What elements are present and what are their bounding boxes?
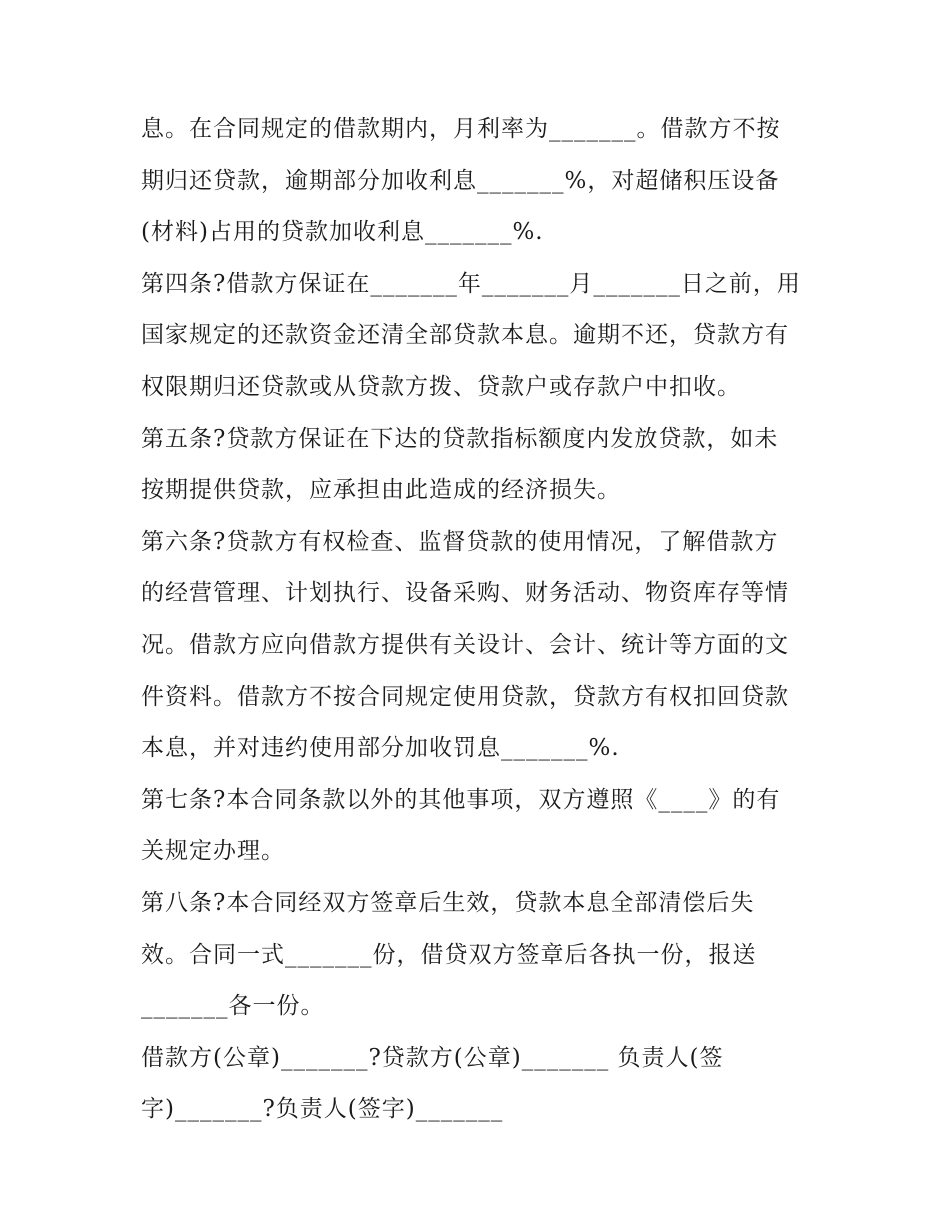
text-line: 况。借款方应向借款方提供有关设计、会计、统计等方面的文 <box>141 631 789 658</box>
clause-7-line: 第七条?本合同条款以外的其他事项，双方遵照《____》的有 <box>141 786 781 813</box>
text-line: 效。合同一式_______份，借贷双方签章后各执一份，报送 <box>141 941 757 968</box>
text-line: _______各一份。 <box>141 993 325 1020</box>
text-line: 的经营管理、计划执行、设备采购、财务活动、物资库存等情 <box>141 580 789 607</box>
contract-body <box>141 104 841 1136</box>
text-line: 息。在合同规定的借款期内，月利率为_______。借款方不按 <box>141 116 781 142</box>
text-line: 本息，并对违约使用部分加收罚息_______%. <box>141 735 620 762</box>
clause-6-line: 第六条?贷款方有权检查、监督贷款的使用情况，了解借款方 <box>141 528 779 555</box>
clause-5-line: 第五条?贷款方保证在下达的贷款指标额度内发放贷款，如未 <box>141 425 779 452</box>
signature-line: 字)_______?负责人(签字)_______ <box>141 1096 504 1123</box>
signature-line: 借款方(公章)_______?贷款方(公章)_______ 负责人(签 <box>141 1044 724 1071</box>
text-line: 按期提供贷款，应承担由此造成的经济损失。 <box>141 477 621 504</box>
text-line: 国家规定的还款资金还清全部贷款本息。逾期不还，贷款方有 <box>141 322 789 349</box>
clause-4-line: 第四条?借款方保证在_______年_______月_______日之前，用 <box>141 270 801 297</box>
text-line: 权限期归还贷款或从贷款方拨、贷款户或存款户中扣收。 <box>141 373 741 400</box>
text-line: 件资料。借款方不按合同规定使用贷款，贷款方有权扣回贷款 <box>141 683 789 710</box>
text-line: 关规定办理。 <box>141 838 285 865</box>
clause-8-line: 第八条?本合同经双方签章后生效，贷款本息全部清偿后失 <box>141 889 755 916</box>
text-line: (材料)占用的贷款加收利息_______%. <box>141 219 544 246</box>
text-line: 期归还贷款，逾期部分加收利息_______%，对超储积压设备 <box>141 167 780 194</box>
